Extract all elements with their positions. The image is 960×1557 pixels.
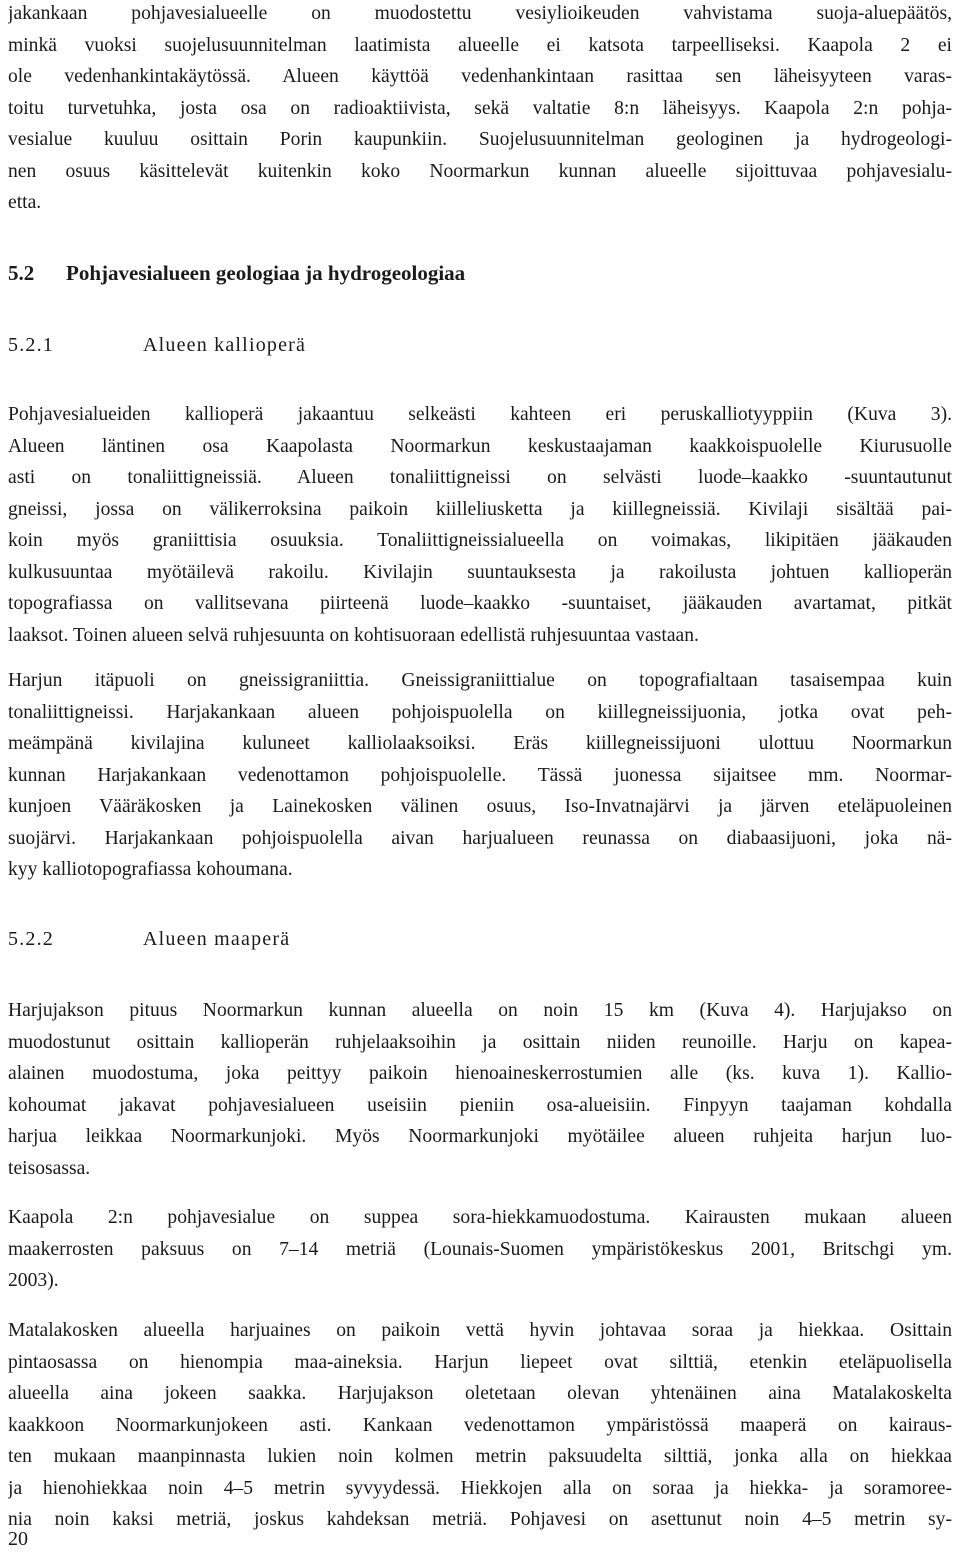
text-line: koin myös graniittisia osuuksia. Tonaliittigneissialueella on voimakas, likipitäen jääkauden: [8, 530, 952, 551]
text-line: Harjun itäpuoli on gneissigraniittia. Gneissigraniittialue on topografialtaan tasaisempaa kuin: [8, 670, 952, 691]
page-number: 20: [8, 1528, 28, 1550]
text-line: kunjoen Vääräkosken ja Lainekosken välinen osuus, Iso-Invatnajärvi ja järven eteläpuoleinen: [8, 796, 952, 817]
section-heading-5-2-1: [8, 334, 306, 357]
text-line: Alueen läntinen osa Kaapolasta Noormarkun keskustaajaman kaakkoispuolelle Kiurusuolle: [8, 435, 952, 457]
text-line: maakerrosten paksuus on 7–14 metriä (Lounais-Suomen ympäristökeskus 2001, Britschgi ym.: [8, 1238, 952, 1260]
text-line: kulkusuuntaa myötäilevä rakoilu. Kivilajin suuntauksesta ja rakoilusta johtuen kallioperän: [8, 561, 952, 583]
bedrock-paragraph-1: [8, 399, 952, 651]
section-number: 5.2.1: [8, 334, 54, 356]
text-line: tonaliittigneissi. Harjakankaan alueen pohjoispuolella on kiillegneissijuonia, jotka ovat peh-: [8, 701, 952, 723]
section-number: 5.2: [8, 261, 35, 285]
text-line: nia noin kaksi metriä, joskus kahdeksan metriä. Pohjavesi on asettunut noin 4–5 metrin sy-: [8, 1509, 952, 1530]
text-line: topografiassa on vallitsevana piirteenä luode–kaakko -suuntaiset, jääkauden avartamat, pitkät: [8, 593, 952, 614]
text-line: etta.: [8, 192, 42, 213]
text-line: gneissi, jossa on välikerroksina paikoin kiilleliusketta ja kiillegneissiä. Kivilaji sisältää pai-: [8, 498, 952, 520]
text-line: muodostunut osittain kallioperän ruhjelaaksoihin ja osittain niiden reunoille. Harju on kapea-: [8, 1031, 952, 1053]
soil-paragraph-1: [8, 995, 952, 1184]
text-line: ole vedenhankintakäytössä. Alueen käyttöä vedenhankintaan rasittaa sen läheisyyteen varas-: [8, 66, 952, 87]
text-line: kaakkoon Noormarkunjokeen asti. Kankaan vedenottamon ympäristössä maaperä on kairaus-: [8, 1414, 952, 1436]
text-line: nen osuus käsittelevät kuitenkin koko Noormarkun kunnan alueelle sijoittuvaa pohjavesialu-: [8, 160, 952, 182]
text-line: ja hienohiekkaa noin 4–5 metrin syvyydessä. Hiekkojen alla on soraa ja hiekka- ja soramoree-: [8, 1477, 952, 1499]
text-line: asti on tonaliittigneissiä. Alueen tonaliittigneissi on selvästi luode–kaakko -suuntautunut: [8, 467, 952, 488]
section-number: 5.2.2: [8, 928, 54, 950]
text-line: Matalakosken alueella harjuaines on paikoin vettä hyvin johtavaa soraa ja hiekkaa. Osittain: [8, 1320, 952, 1341]
text-line: harjua leikkaa Noormarkunjoki. Myös Noormarkunjoki myötäilee alueen ruhjeita harjun luo-: [8, 1126, 952, 1147]
text-line: Pohjavesialueiden kallioperä jakaantuu selkeästi kahteen eri peruskalliotyyppiin (Kuva 3).: [8, 404, 952, 425]
text-line: toitu turvetuhka, josta osa on radioaktiivista, sekä valtatie 8:n läheisyys. Kaapola 2:n pohja-: [8, 97, 952, 119]
soil-paragraph-3: [8, 1315, 952, 1536]
text-line: ten mukaan maanpinnasta lukien noin kolmen metrin paksuudelta silttiä, jonka alla on hiekkaa: [8, 1446, 952, 1467]
text-line: Harjujakson pituus Noormarkun kunnan alueella on noin 15 km (Kuva 4). Harjujakso on: [8, 1000, 952, 1021]
text-line: kunnan Harjakankaan vedenottamon pohjoispuolelle. Tässä juonessa sijaitsee mm. Noormar-: [8, 764, 952, 786]
text-line: alueella aina jokeen saakka. Harjujakson oletetaan olevan yhtenäinen aina Matalakoskelta: [8, 1383, 952, 1404]
text-line: laaksot. Toinen alueen selvä ruhjesuunta on kohtisuoraan edellistä ruhjesuuntaa vastaan.: [8, 624, 699, 646]
text-line: meämpänä kivilajina kuluneet kalliolaaksoiksi. Eräs kiillegneissijuoni ulottuu Noormarkun: [8, 733, 952, 754]
soil-paragraph-2: [8, 1202, 952, 1297]
section-title: Alueen kallioperä: [143, 334, 307, 356]
text-line: Kaapola 2:n pohjavesialue on suppea sora-hiekkamuodostuma. Kairausten mukaan alueen: [8, 1207, 952, 1228]
text-line: vesialue kuuluu osittain Porin kaupunkiin. Suojelusuunnitelman geologinen ja hydrogeologi-: [8, 129, 952, 150]
text-line: minkä vuoksi suojelusuunnitelman laatimista alueelle ei katsota tarpeelliseksi. Kaapola 2 ei: [8, 34, 952, 56]
intro-paragraph: [8, 0, 952, 219]
section-heading-5-2: [8, 261, 465, 286]
section-heading-5-2-2: [8, 928, 290, 951]
section-title: Alueen maaperä: [143, 928, 291, 950]
bedrock-paragraph-2: [8, 665, 952, 886]
section-title: Pohjavesialueen geologiaa ja hydrogeologiaa: [66, 261, 466, 285]
text-line: pintaosassa on hienompia maa-aineksia. Harjun liepeet ovat silttiä, etenkin eteläpuolisella: [8, 1351, 952, 1373]
text-line: kohoumat jakavat pohjavesialueen useisiin pieniin osa-alueisiin. Finpyyn taajaman kohdalla: [8, 1094, 952, 1116]
text-line: alainen muodostuma, joka peittyy paikoin hienoaineskerrostumien alle (ks. kuva 1). Kallio-: [8, 1063, 952, 1084]
text-line: 2003).: [8, 1270, 59, 1291]
text-line: teisosassa.: [8, 1157, 91, 1179]
text-line: suojärvi. Harjakankaan pohjoispuolella aivan harjualueen reunassa on diabaasijuoni, joka nä-: [8, 827, 952, 849]
text-line: jakankaan pohjavesialueelle on muodostettu vesiylioikeuden vahvistama suoja-aluepäätös,: [8, 3, 952, 24]
text-line: kyy kalliotopografiassa kohoumana.: [8, 859, 293, 880]
